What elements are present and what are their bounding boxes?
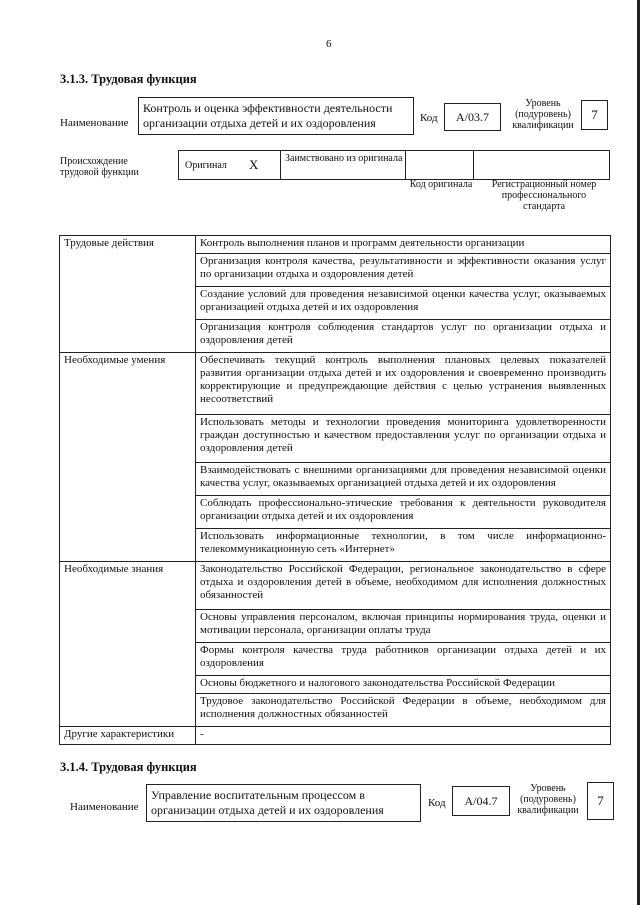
code-box: A/03.7: [444, 103, 501, 131]
code-box-2: A/04.7: [452, 786, 510, 816]
level-box-2: 7: [587, 782, 614, 820]
list-item: Основы управления персоналом, включая принципы нормирования труда, оценки и мотивации персонала, организации оплаты труда: [196, 609, 611, 642]
table-row: [60, 352, 611, 414]
function-name-box-2: Управление воспитательным процессом в организации отдыха детей и их оздоровления: [146, 784, 421, 822]
section-heading-2: 3.1.4. Трудовая функция: [60, 760, 197, 774]
row-label-other: Другие характеристики: [60, 726, 196, 744]
code-original-label: Код оригинала: [409, 179, 473, 190]
level-box: 7: [581, 100, 608, 130]
list-item: Использовать информационные технологии, в том числе информационно-телекоммуникационную сеть «Интернет»: [196, 529, 611, 562]
level-label: Уровень (подуровень) квалификации: [512, 98, 574, 131]
name-label: Наименование: [60, 117, 129, 129]
section-heading: 3.1.3. Трудовая функция: [60, 72, 197, 86]
list-item: Создание условий для проведения независимой оценки качества услуг, оказываемых организацией отдыха детей и их оздоровления: [196, 287, 611, 320]
row-label-skills: Необходимые умения: [60, 352, 196, 561]
original-mark: X: [249, 157, 259, 172]
list-item: Организация контроля соблюдения стандартов услуг по организации отдыха и оздоровления детей: [196, 320, 611, 353]
list-item: Законодательство Российской Федерации, региональное законодательство в сфере отдыха и оздоровления детей в объеме, необходимом для исполнения должностных обязанностей: [196, 562, 611, 610]
origin-table: [178, 150, 610, 180]
code-label-2: Код: [428, 797, 446, 809]
list-item: Формы контроля качества труда работников организации отдыха детей и их оздоровления: [196, 642, 611, 675]
list-item: Использовать методы и технологии проведения мониторинга удовлетворенности граждан доступностью и качеством предоставления услуг по организации отдыха и оздоровления детей: [196, 415, 611, 463]
list-item: Обеспечивать текущий контроль выполнения плановых целевых показателей развития организации отдыха детей и их оздоровления и своевременно производить корректирующие и предупреждающие действия с целью устранения выявленных несоответствий: [196, 352, 611, 414]
origin-label: Происхождение трудовой функции: [60, 156, 139, 178]
list-item: Организация контроля качества, результативности и эффективности оказания услуг по организации отдыха и оздоровления детей: [196, 254, 611, 287]
table-row: [60, 236, 611, 254]
function-name-box: Контроль и оценка эффективности деятельности организации отдыха детей и их оздоровления: [138, 97, 414, 135]
borrowed-label: Заимствовано из оригинала: [285, 153, 403, 164]
code-label: Код: [420, 112, 438, 124]
table-row: [60, 562, 611, 610]
original-label: Оригинал: [185, 159, 227, 171]
page-number: 6: [326, 38, 332, 50]
table-row: [60, 726, 611, 744]
name-label-2: Наименование: [70, 801, 139, 813]
row-label-knowledge: Необходимые знания: [60, 562, 196, 727]
list-item: Контроль выполнения планов и программ деятельности организации: [196, 236, 611, 254]
list-item: Взаимодействовать с внешними организациями для проведения независимой оценки качества услуг, оказываемых организацией отдыха детей и их оздоровления: [196, 463, 611, 496]
reg-number-label: Регистрационный номер профессионального стандарта: [491, 179, 597, 212]
list-item: -: [196, 726, 611, 744]
function-details-table: [59, 235, 611, 745]
list-item: Соблюдать профессионально-этические требования к деятельности руководителя организации отдыха детей и их оздоровления: [196, 496, 611, 529]
row-label-actions: Трудовые действия: [60, 236, 196, 353]
list-item: Трудовое законодательство Российской Федерации в объеме, необходимом для исполнения должностных обязанностей: [196, 693, 611, 726]
level-label-2: Уровень (подуровень) квалификации: [517, 783, 579, 816]
list-item: Основы бюджетного и налогового законодательства Российской Федерации: [196, 675, 611, 693]
